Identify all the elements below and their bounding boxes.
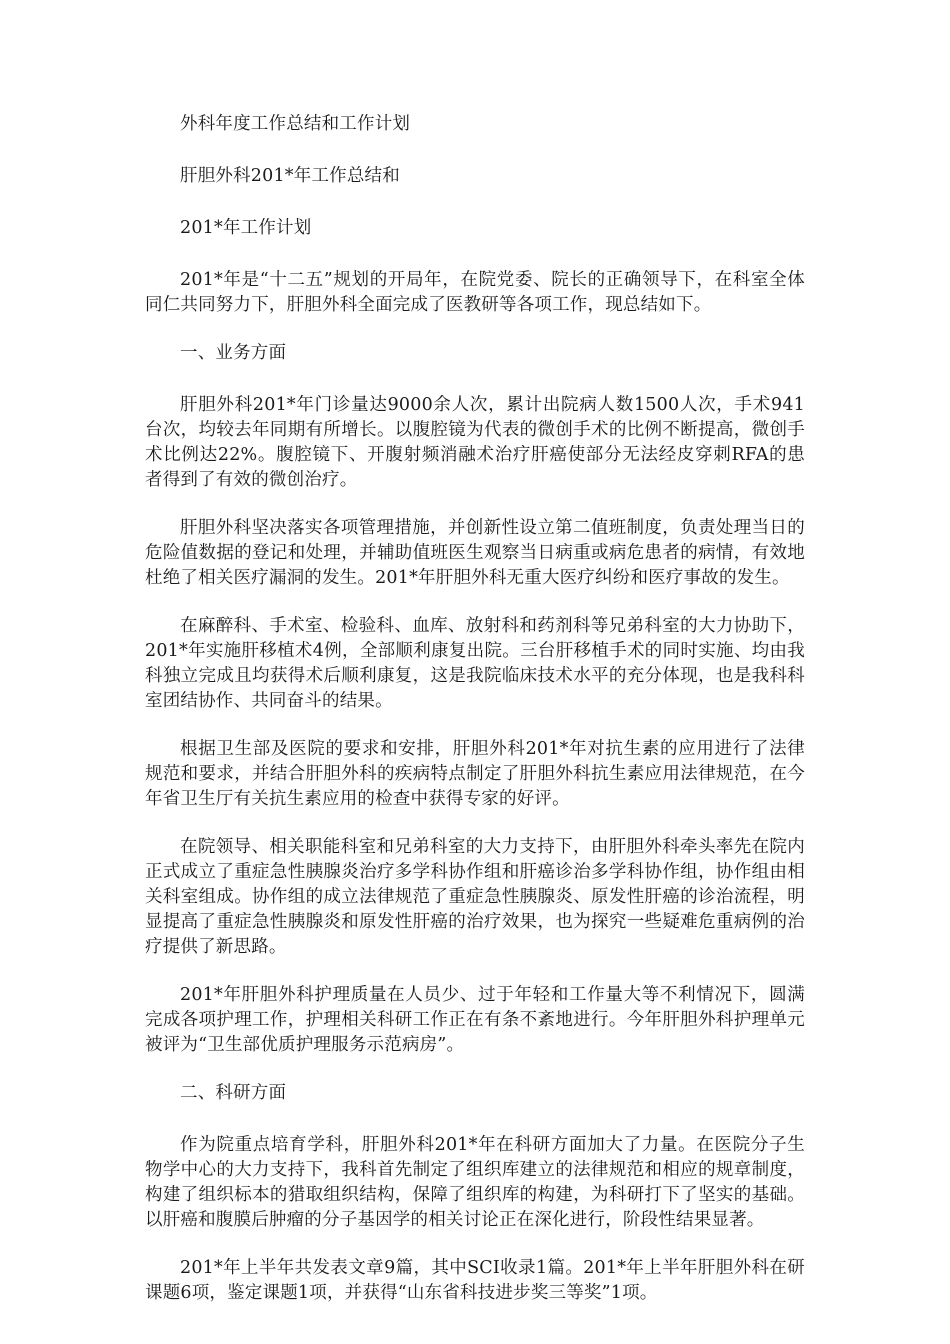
paragraph-outpatient-stats: 肝胆外科201*年门诊量达9000余人次，累计出院病人数1500人次，手术941台次，均较去年同期有所增长。以腹腔镜为代表的微创手术的比例不断提高，微创手术比例达22%。腹腔镜下、开腹射频消融术治疗肝癌使部分无法经皮穿刺RFA的患者得到了有效的微创治疗。 <box>145 395 805 490</box>
document-page <box>145 112 805 1329</box>
doc-title-line-3: 201*年工作计划 <box>180 218 312 238</box>
section-heading-research: 二、科研方面 <box>180 1083 287 1103</box>
paragraph-liver-transplant: 在麻醉科、手术室、检验科、血库、放射科和药剂科等兄弟科室的大力协助下，201*年实施肝移植术4例，全部顺利康复出院。三台肝移植手术的同时实施、均由我科独立完成且均获得术后顺利康复，这是我院临床技术水平的充分体现，也是我科科室团结协作、共同奋斗的结果。 <box>145 616 805 711</box>
paragraph-management: 肝胆外科坚决落实各项管理措施，并创新性设立第二值班制度，负责处理当日的危险值数据的登记和处理，并辅助值班医生观察当日病重或病危患者的病情，有效地杜绝了相关医疗漏洞的发生。201*年肝胆外科无重大医疗纠纷和医疗事故的发生。 <box>145 518 805 588</box>
paragraph-mdt: 在院领导、相关职能科室和兄弟科室的大力支持下，由肝胆外科牵头率先在院内正式成立了重症急性胰腺炎治疗多学科协作组和肝癌诊治多学科协作组，协作组由相关科室组成。协作组的成立法律规范了重症急性胰腺炎、原发性肝癌的诊治流程，明显提高了重症急性胰腺炎和原发性肝癌的治疗效果，也为探究一些疑难危重病例的治疗提供了新思路。 <box>145 837 805 957</box>
paragraph-nursing: 201*年肝胆外科护理质量在人员少、过于年轻和工作量大等不利情况下，圆满完成各项护理工作，护理相关科研工作正在有条不紊地进行。今年肝胆外科护理单元被评为“卫生部优质护理服务示范病房”。 <box>145 985 805 1055</box>
paragraph-research: 作为院重点培育学科，肝胆外科201*年在科研方面加大了力量。在医院分子生物学中心的大力支持下，我科首先制定了组织库建立的法律规范和相应的规章制度，构建了组织标本的猎取组织结构，保障了组织库的构建，为科研打下了坚实的基础。以肝癌和腹膜后肿瘤的分子基因学的相关讨论正在深化进行，阶段性结果显著。 <box>145 1135 805 1230</box>
intro-paragraph: 201*年是“十二五”规划的开局年，在院党委、院长的正确领导下，在科室全体同仁共同努力下，肝胆外科全面完成了医教研等各项工作，现总结如下。 <box>145 270 805 315</box>
section-heading-business: 一、业务方面 <box>180 343 287 363</box>
doc-title-line-2: 肝胆外科201*年工作总结和 <box>180 166 400 186</box>
paragraph-publications: 201*年上半年共发表文章9篇，其中SCI收录1篇。201*年上半年肝胆外科在研课题6项，鉴定课题1项，并获得“山东省科技进步奖三等奖”1项。 <box>145 1258 805 1303</box>
doc-title-line-1: 外科年度工作总结和工作计划 <box>180 114 411 134</box>
paragraph-antibiotics: 根据卫生部及医院的要求和安排，肝胆外科201*年对抗生素的应用进行了法律规范和要求，并结合肝胆外科的疾病特点制定了肝胆外科抗生素应用法律规范，在今年省卫生厅有关抗生素应用的检查中获得专家的好评。 <box>145 739 805 809</box>
